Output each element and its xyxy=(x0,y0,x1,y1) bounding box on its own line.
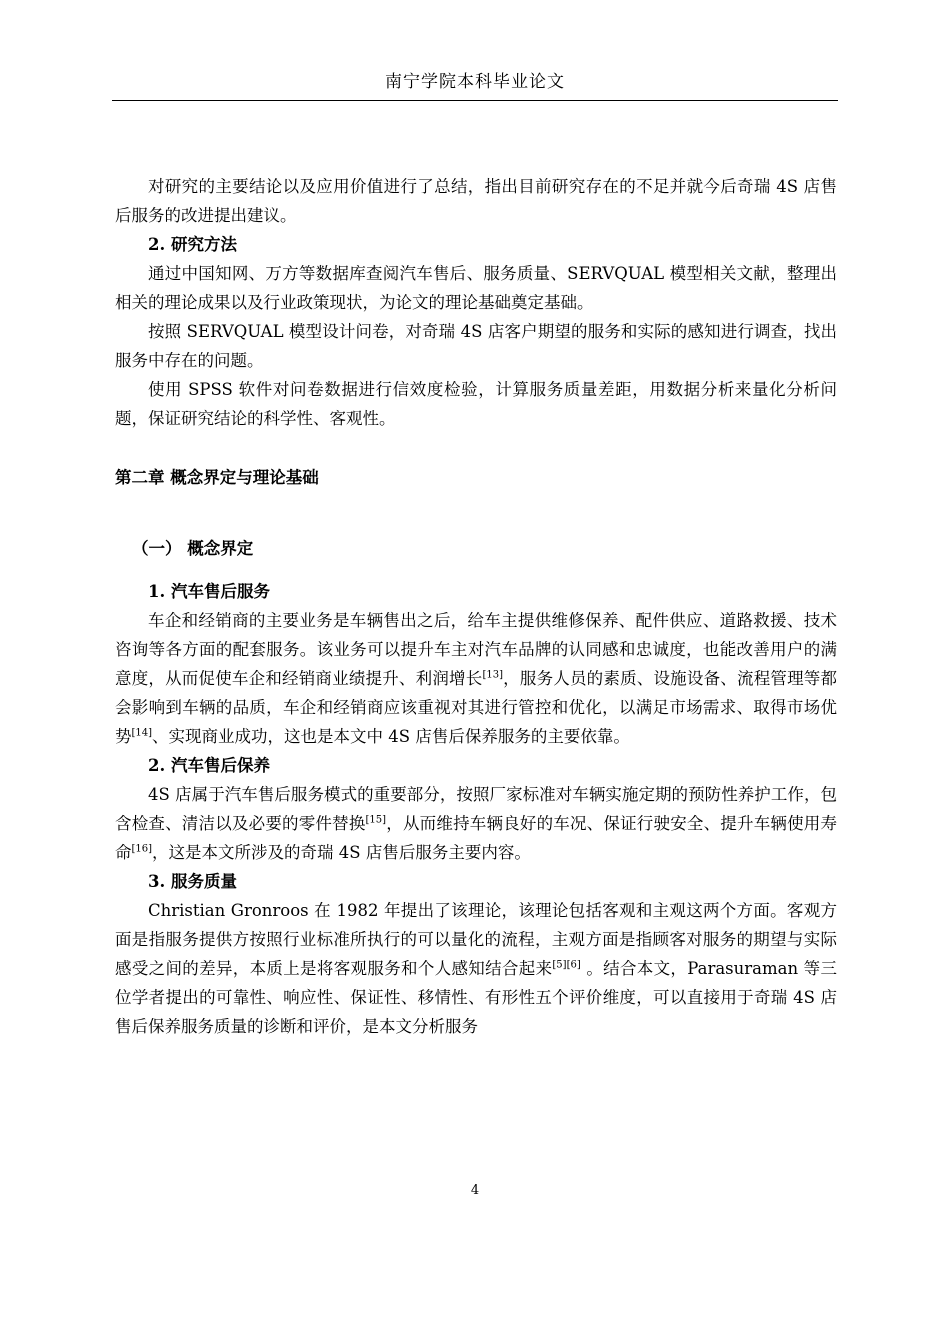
heading-after-sales-maintenance: 2. 汽车售后保养 xyxy=(148,756,270,775)
heading-after-sales-service: 1. 汽车售后服务 xyxy=(148,582,270,601)
chapter-title: 第二章 概念界定与理论基础 xyxy=(115,468,319,487)
paragraph-after-sales-maintenance xyxy=(115,780,837,867)
citation: [5][6] xyxy=(552,959,581,971)
text-run: 车企和经销商的主要业务是车辆售出之后，给车主提供维修保养、配件供应、道路救援、技术咨询等各方面的配套服务。该业务可以提升车主对汽车品牌的认同感和忠诚度，也能改善用户的满意度，从而促使车企和经销商业绩提升、利润增长 xyxy=(115,611,837,688)
running-header: 南宁学院本科毕业论文 xyxy=(385,72,565,92)
paragraph-spss: 使用 SPSS 软件对问卷数据进行信效度检验，计算服务质量差距，用数据分析来量化分析问题，保证研究结论的科学性、客观性。 xyxy=(115,380,837,428)
header-rule xyxy=(112,100,838,101)
text-run: 、实现商业成功，这也是本文中 4S 店售后保养服务的主要依靠。 xyxy=(152,727,630,746)
citation: [15] xyxy=(365,814,387,826)
text-run: 。结合本文，Parasuraman 等三位学者提出的可靠性、响应性、保证性、移情性、有形性五个评价维度，可以直接用于奇瑞 4S 店售后保养服务质量的诊断和评价，是本文分析服务 xyxy=(115,959,838,1036)
citation: [14] xyxy=(131,727,153,739)
citation: [13] xyxy=(482,669,503,681)
text-run: ，服务人员的素质、设施设备、流程管理等都会影响到车辆的品质，车企和经销商应该重视对其进行管控和优化，以满足市场需求、取得市场优势 xyxy=(115,669,838,746)
text-run: Christian Gronroos 在 1982 年提出了该理论，该理论包括客观和主观这两个方面。客观方面是指服务提供方按照行业标准所执行的可以量化的流程，主观方面是指顾客对服务的期望与实际感受之间的差异，本质上是将客观服务和个人感知结合起来 xyxy=(115,901,837,978)
paragraph-conclusion: 对研究的主要结论以及应用价值进行了总结，指出目前研究存在的不足并就今后奇瑞 4S 店售后服务的改进提出建议。 xyxy=(115,177,837,225)
text-run: ，这是本文所涉及的奇瑞 4S 店售后服务主要内容。 xyxy=(152,843,531,862)
paragraph-literature: 通过中国知网、万方等数据库查阅汽车售后、服务质量、SERVQUAL 模型相关文献，整理出相关的理论成果以及行业政策现状，为论文的理论基础奠定基础。 xyxy=(115,264,837,312)
page-number: 4 xyxy=(470,1183,480,1198)
paragraph-questionnaire: 按照 SERVQUAL 模型设计问卷，对奇瑞 4S 店客户期望的服务和实际的感知进行调查，找出服务中存在的问题。 xyxy=(115,322,837,370)
page-body xyxy=(115,172,837,1041)
heading-service-quality: 3. 服务质量 xyxy=(148,872,237,891)
text-run: ，从而维持车辆良好的车况、保证行驶安全、提升车辆使用寿命 xyxy=(115,814,838,862)
text-run: 4S 店属于汽车售后服务模式的重要部分，按照厂家标准对车辆实施定期的预防性养护工作，包含检查、清洁以及必要的零件替换 xyxy=(115,785,837,833)
paragraph-service-quality xyxy=(115,896,837,1041)
section-title: （一） 概念界定 xyxy=(132,539,254,558)
citation: [16] xyxy=(131,843,153,855)
heading-research-method: 2. 研究方法 xyxy=(148,235,237,254)
paragraph-after-sales-service xyxy=(115,606,837,751)
